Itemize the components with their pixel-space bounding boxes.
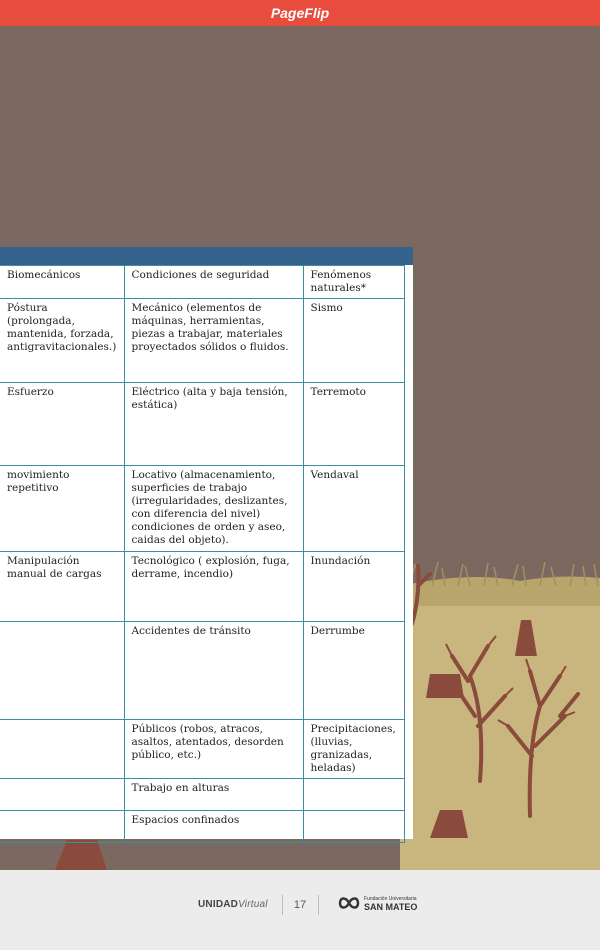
table-cell: Sismo <box>303 299 404 383</box>
table-row <box>0 299 404 383</box>
table-row <box>0 811 404 843</box>
table-cell <box>0 622 124 720</box>
page-viewport[interactable] <box>0 26 600 870</box>
table-cell: Espacios confinados <box>124 811 303 843</box>
risk-table <box>0 265 405 843</box>
table-cell: Tecnológico ( explosión, fuga, derrame, incendio) <box>124 552 303 622</box>
header-biomecanicos: Biomecánicos <box>0 266 124 299</box>
table-title-bar <box>0 247 413 265</box>
table-cell: Terremoto <box>303 383 404 466</box>
table-cell: Póstura (prolongada, mantenida, forzada, antigravitacionales.) <box>0 299 124 383</box>
footer-divider <box>282 895 283 915</box>
table-cell: movimiento repetitivo <box>0 466 124 552</box>
unidad-virtual-logo <box>198 899 268 910</box>
page-number: 17 <box>293 899 307 911</box>
footer-divider <box>318 895 319 915</box>
table-cell: Trabajo en alturas <box>124 779 303 811</box>
table-cell <box>303 779 404 811</box>
table-header-row <box>0 266 404 299</box>
table-row <box>0 720 404 779</box>
table-row <box>0 383 404 466</box>
table-cell <box>0 811 124 843</box>
san-mateo-logo <box>338 894 417 912</box>
table-cell: Eléctrico (alta y baja tensión, estática) <box>124 383 303 466</box>
table-cell: Accidentes de tránsito <box>124 622 303 720</box>
logo-title: SAN MATEO <box>364 902 418 912</box>
header-condiciones-seguridad: Condiciones de seguridad <box>124 266 303 299</box>
brand-italic: Virtual <box>238 899 268 910</box>
table-cell <box>303 811 404 843</box>
table-cell <box>0 779 124 811</box>
table-cell <box>0 720 124 779</box>
table-cell: Precipitaciones, (lluvias, granizadas, heladas) <box>303 720 404 779</box>
table-row <box>0 552 404 622</box>
infinity-logo-icon <box>338 894 360 912</box>
table-cell: Públicos (robos, atracos, asaltos, atentados, desorden público, etc.) <box>124 720 303 779</box>
table-cell: Manipulación manual de cargas <box>0 552 124 622</box>
logo-subtitle: Fundación Universitaria <box>364 896 417 902</box>
table-cell: Derrumbe <box>303 622 404 720</box>
app-title-bar <box>0 0 600 26</box>
table-row <box>0 622 404 720</box>
document-table-panel <box>0 247 413 839</box>
header-fenomenos-naturales: Fenómenos naturales* <box>303 266 404 299</box>
app-title: PageFlip <box>270 5 330 21</box>
table-cell: Vendaval <box>303 466 404 552</box>
table-cell: Locativo (almacenamiento, superficies de trabajo (irregularidades, deslizantes, con diferencia del nivel) condiciones de orden y aseo, caidas del objeto). <box>124 466 303 552</box>
brand-bold: UNIDAD <box>198 899 239 910</box>
table-cell: Esfuerzo <box>0 383 124 466</box>
table-row <box>0 779 404 811</box>
table-cell: Inundación <box>303 552 404 622</box>
table-cell: Mecánico (elementos de máquinas, herramientas, piezas a trabajar, materiales proyectados sólidos o fluidos. <box>124 299 303 383</box>
table-row <box>0 466 404 552</box>
